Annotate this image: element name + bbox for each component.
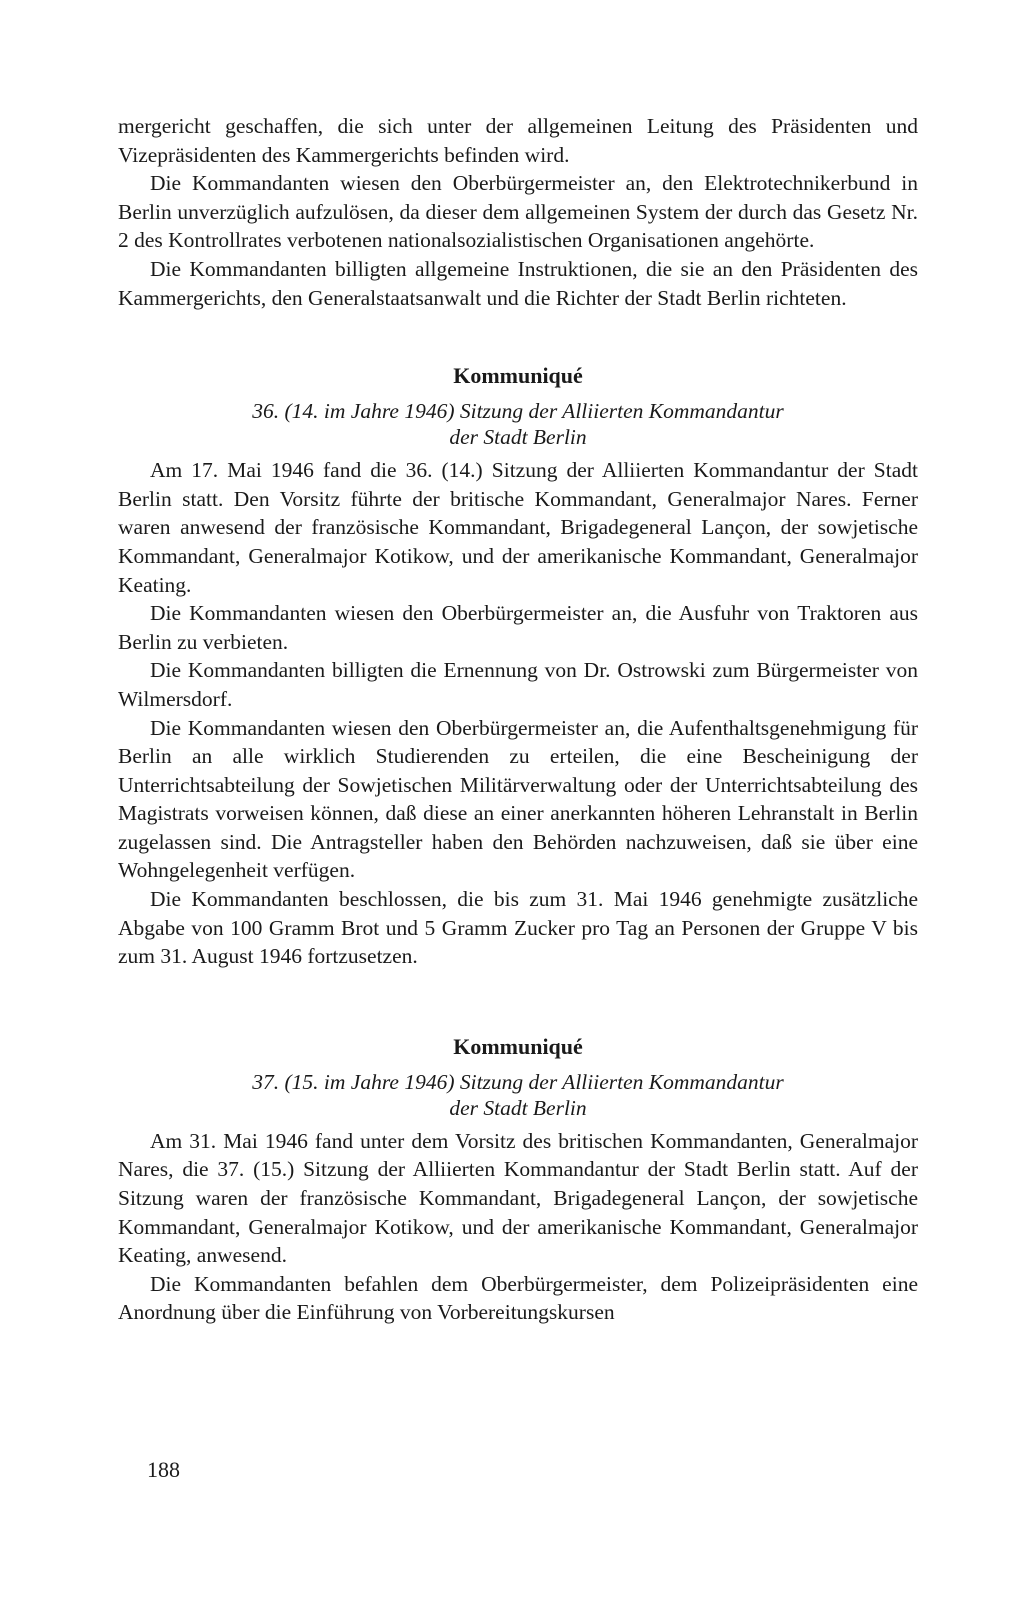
paragraph: Am 31. Mai 1946 fand unter dem Vorsitz des britischen Kommandanten, Generalmajor Nares, die 37. (15.) Sitzung der Alliierten Kommandantur der Stadt Berlin statt. Auf der Sitzung waren der französische Kommandant, Brigadegeneral Lançon, der sowjetische Kommandant, Generalmajor Kotikow, und der amerikanische Kommandant, Generalmajor Keating, anwesend. bbox=[118, 1128, 918, 1268]
section-heading: Kommuniqué bbox=[453, 1033, 583, 1059]
section-subheading bbox=[118, 1069, 918, 1121]
section-subheading bbox=[118, 398, 918, 450]
paragraph: Die Kommandanten wiesen den Oberbürgermeister an, die Aufenthaltsgenehmigung für Berlin an alle wirklich Studierenden zu erteilen, die eine Bescheinigung der Unterrichtsabteilung der Sowjetischen Militärverwaltung oder der Unterrichtsabteilung des Magistrats vorweisen können, daß diese an einer anerkannten höheren Lehranstalt in Berlin zugelassen sind. Die Antragsteller haben den Behörden nachzuweisen, daß sie über eine Wohngelegenheit verfügen. bbox=[118, 715, 918, 883]
paragraph-continuation: mergericht geschaffen, die sich unter der allgemeinen Leitung des Präsidenten und Vizepräsidenten des Kammergerichts befinden wird. bbox=[118, 114, 918, 167]
section-heading: Kommuniqué bbox=[453, 363, 583, 389]
top-text-block bbox=[118, 112, 918, 312]
subheading-line: der Stadt Berlin bbox=[449, 1095, 587, 1120]
paragraph: Die Kommandanten wiesen den Oberbürgermeister an, die Ausfuhr von Traktoren aus Berlin zu verbieten. bbox=[118, 601, 918, 654]
paragraph: Die Kommandanten beschlossen, die bis zum 31. Mai 1946 genehmigte zusätzliche Abgabe von 100 Gramm Brot und 5 Gramm Zucker pro Tag an Personen der Gruppe V bis zum 31. August 1946 fortzusetzen. bbox=[118, 887, 918, 969]
paragraph: Die Kommandanten befahlen dem Oberbürgermeister, dem Polizeipräsidenten eine Anordnung über die Einführung von Vorbereitungskursen bbox=[118, 1271, 918, 1325]
subheading-line: 36. (14. im Jahre 1946) Sitzung der Alliierten Kommandantur bbox=[252, 399, 784, 424]
subheading-line: 37. (15. im Jahre 1946) Sitzung der Alliierten Kommandantur bbox=[252, 1069, 784, 1094]
subheading-line: der Stadt Berlin bbox=[449, 425, 587, 450]
page-number: 188 bbox=[147, 1457, 180, 1482]
paragraph: Die Kommandanten wiesen den Oberbürgermeister an, den Elektrotechnikerbund in Berlin unverzüglich aufzulösen, da dieser dem allgemeinen System der durch das Gesetz Nr. 2 des Kontrollrates verbotenen nationalsozialistischen Organisationen angehörte. bbox=[118, 171, 918, 253]
paragraph: Die Kommandanten billigten allgemeine Instruktionen, die sie an den Präsidenten des Kammergerichts, den Generalstaatsanwalt und die Richter der Stadt Berlin richteten. bbox=[118, 256, 918, 310]
paragraph: Die Kommandanten billigten die Ernennung von Dr. Ostrowski zum Bürgermeister von Wilmersdorf. bbox=[118, 658, 918, 711]
document-page bbox=[118, 112, 918, 1327]
paragraph: Am 17. Mai 1946 fand die 36. (14.) Sitzung der Alliierten Kommandantur der Stadt Berlin statt. Den Vorsitz führte der britische Kommandant, Generalmajor Nares. Ferner waren anwesend der französische Kommandant, Brigadegeneral Lançon, der sowjetische Kommandant, Generalmajor Kotikow, und der amerikanische Kommandant, Generalmajor Keating. bbox=[118, 458, 918, 597]
communique-section-37 bbox=[118, 1033, 918, 1327]
communique-section-36 bbox=[118, 362, 918, 971]
